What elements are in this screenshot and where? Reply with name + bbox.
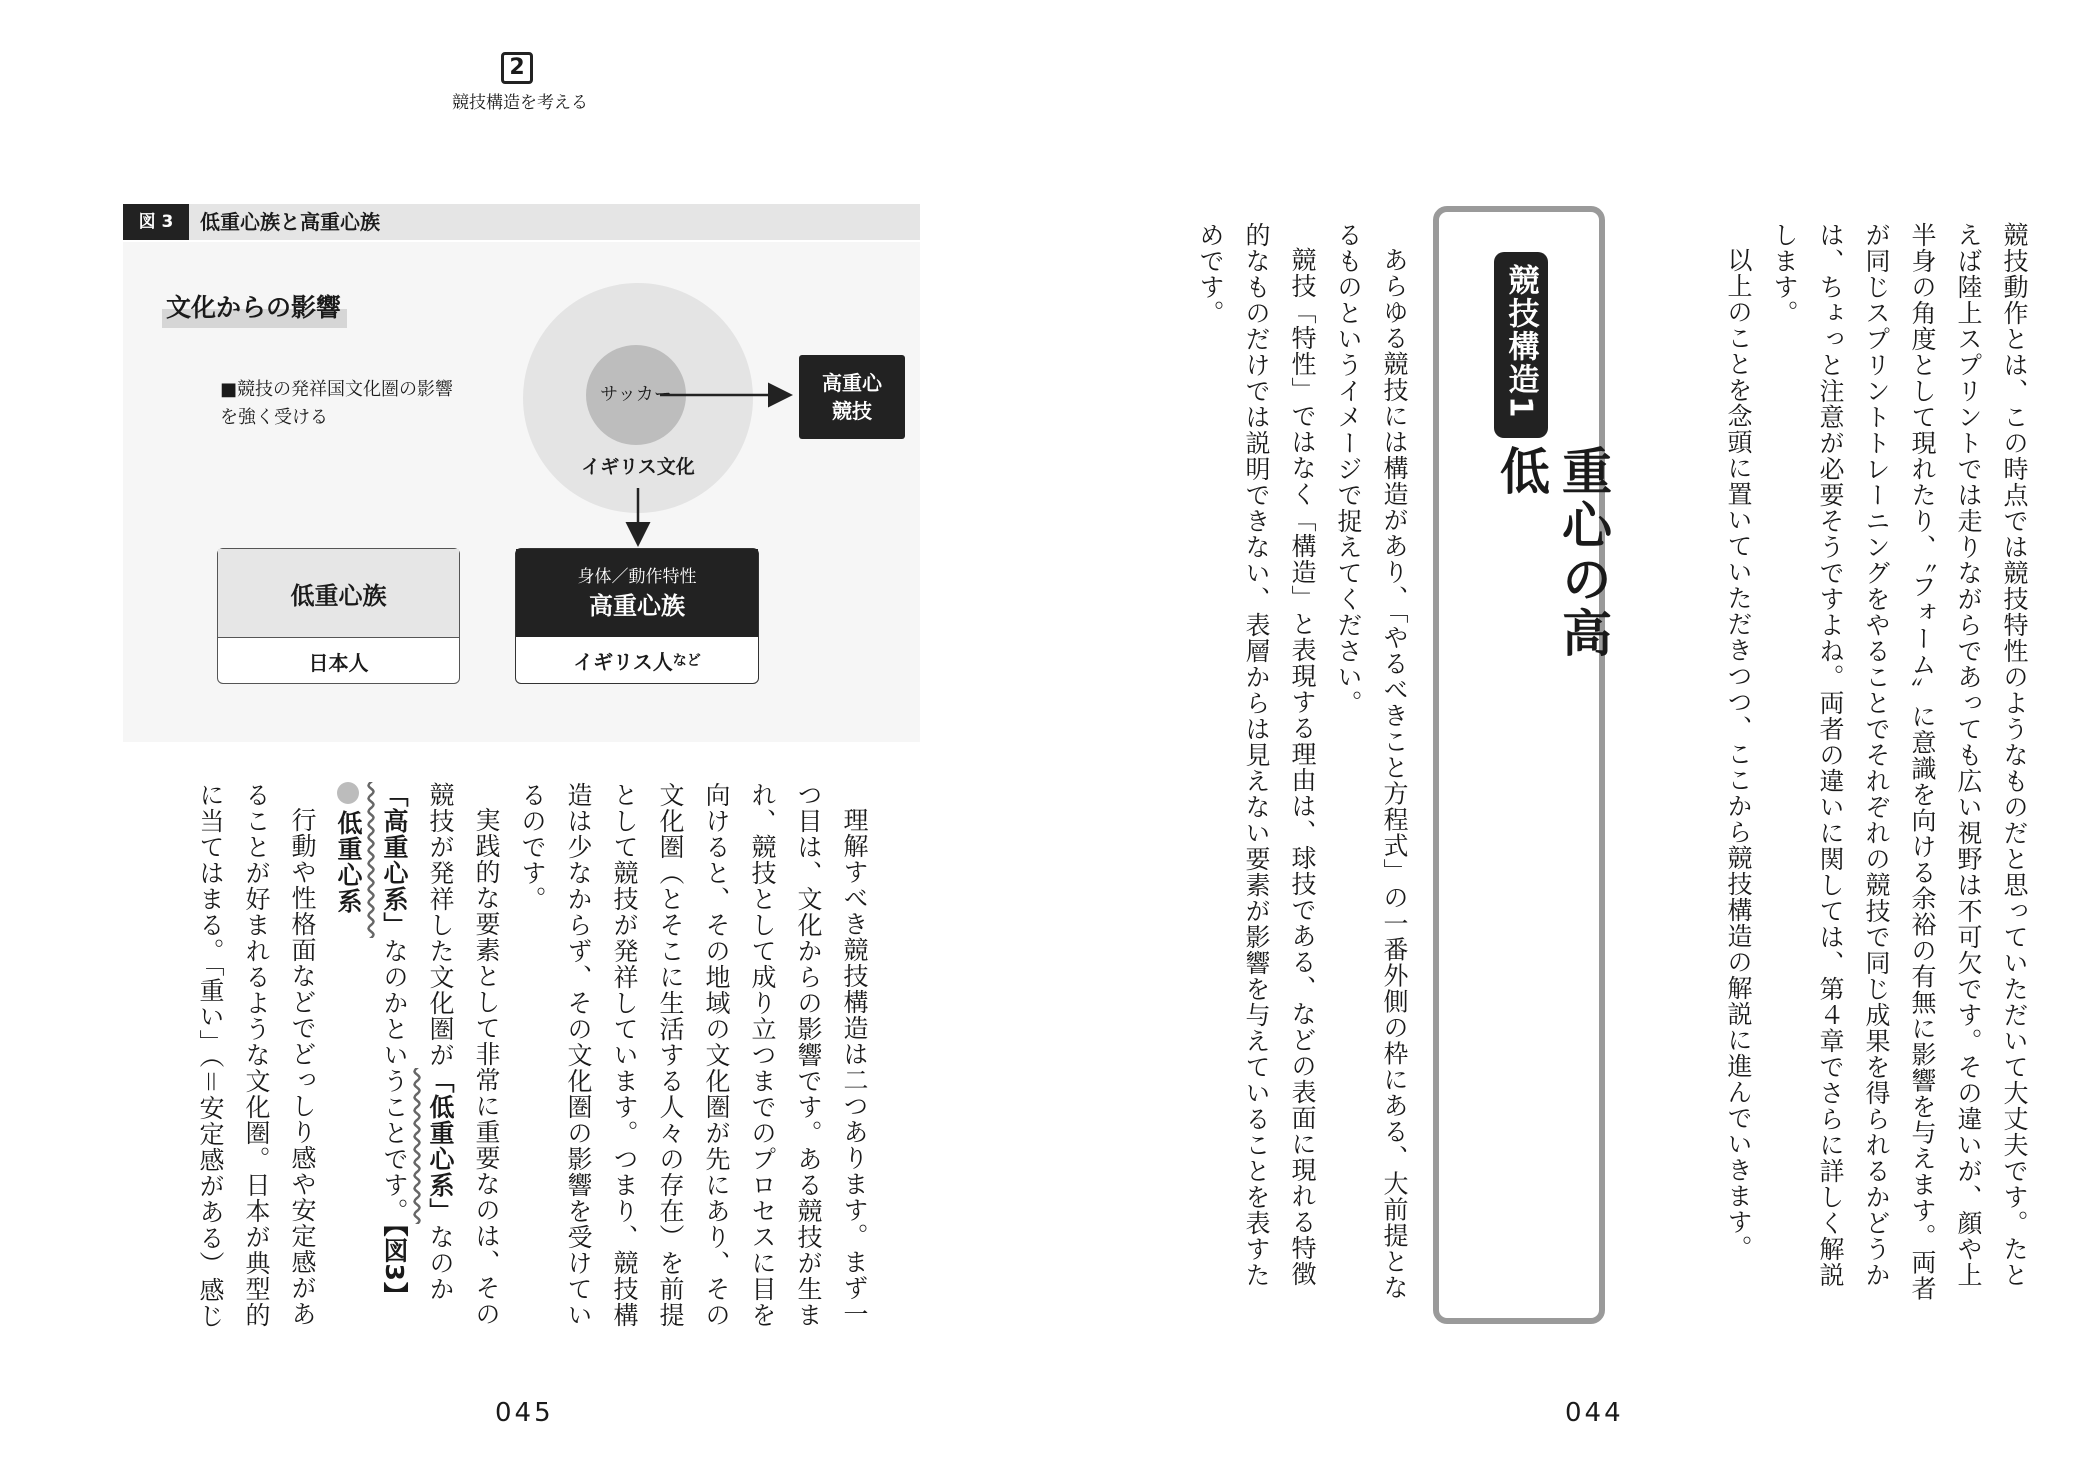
page-number-left: 045 [495,1398,554,1428]
chapter-number-badge: 2 [501,52,533,84]
figure-label: 図 3 [123,204,189,240]
figure-heading: 文化からの影響 [162,286,347,328]
p2-text-b: なのか [426,1224,455,1302]
high-group-title: 高重心族 [589,592,685,620]
left-page-body [97,782,877,1342]
circle-bullet-icon [337,782,359,804]
high-center-term: 「高重心系」 [380,782,409,938]
high-group-example-suffix: など [672,653,701,669]
high-group-example: イギリス人 [573,649,673,674]
subheading-row [325,782,371,1342]
left-paragraph-2 [371,782,509,1342]
left-paragraph-3: 行動や性格面などでどっしり感や安定感があることが好まれるような文化圏。日本が典型的に当てはまる。「重い」（＝安定感がある）感じ [196,782,317,1330]
right-body-text [1177,222,1417,1307]
chapter-title: 競技構造を考える [452,93,588,113]
section-title: 重心の高低 [1492,445,1612,661]
diagram-arrows [660,380,800,560]
low-center-term: 「低重心系」 [426,1068,455,1224]
low-group-example: 日本人 [308,650,369,675]
figure-reference: 【図3】 [380,1224,409,1308]
subheading-low-center: 低重心系 [334,810,363,914]
high-sport-box [799,355,905,439]
sport-inner-circle: サッカー [586,345,686,445]
high-group-subtitle: 身体／動作特性 [577,567,697,587]
high-box-line1: 高重心 [822,371,882,395]
body-paragraph-2: 競技「特性」ではなく「構造」と表現する理由は、球技である、などの表面に現れる特徴的なものだけでは説明できない、表層からは見えない要素が影響を与えていることを表すためです。 [1196,222,1317,1288]
low-group-box [217,548,460,684]
p2-text-c: なのかということです。 [380,938,409,1224]
section-label: 競技構造1 [1494,252,1548,438]
high-group-box [515,548,759,684]
figure-title: 低重心族と高重心族 [200,210,380,234]
intro-paragraph-1: 競技動作とは、この時点では競技特性のようなものだと思っていただいて大丈夫です。たとえば陸上スプリントでは走りながらであっても広い視野は不可欠です。その違いが、顔や上半身の角度として現れたり、〝フォーム〟に意識を向ける余裕の有無に影響を与えます。両者が同じスプリントトレーニングをやることでそれぞれの競技で同じ成果を得られるかどうかは、ちょっと注意が必要そうですよね。両者の違いに関しては、第４章でさらに詳しく解説します。 [1770,222,2029,1302]
page-number-right: 044 [1565,1398,1624,1428]
high-group-header [516,549,758,637]
low-group-title: 低重心族 [218,549,459,638]
high-group-example-row [516,637,758,683]
p2-text-a: 実践的な要素として非常に重要なのは、その競技が発祥した文化圏が [426,782,501,1327]
left-paragraph-1: 理解すべき競技構造は二つあります。まず一つ目は、文化からの影響です。ある競技が生まれ、競技として成り立つまでのプロセスに目を向けると、その地域の文化圏が先にあり、その文化圏（とそこに生活する人々の存在）を前提として競技が発祥しています。つまり、競技構造は少なからず、その文化圏の影響を受けているのです。 [518,782,869,1328]
culture-circle-label: イギリス文化 [581,456,695,478]
figure-note: ■競技の発祥国文化圏の影響を強く受ける [220,379,454,428]
body-paragraph-1: あらゆる競技には構造があり、「やるべきこと方程式」の一番外側の枠にある、大前提となるものというイメージで捉えてください。 [1334,222,1409,1301]
high-box-line2: 競技 [832,399,872,423]
right-intro-text [1724,222,2037,1307]
intro-paragraph-2: 以上のことを念頭に置いていただきつつ、ここから競技構造の解説に進んでいきます。 [1724,247,1753,1261]
